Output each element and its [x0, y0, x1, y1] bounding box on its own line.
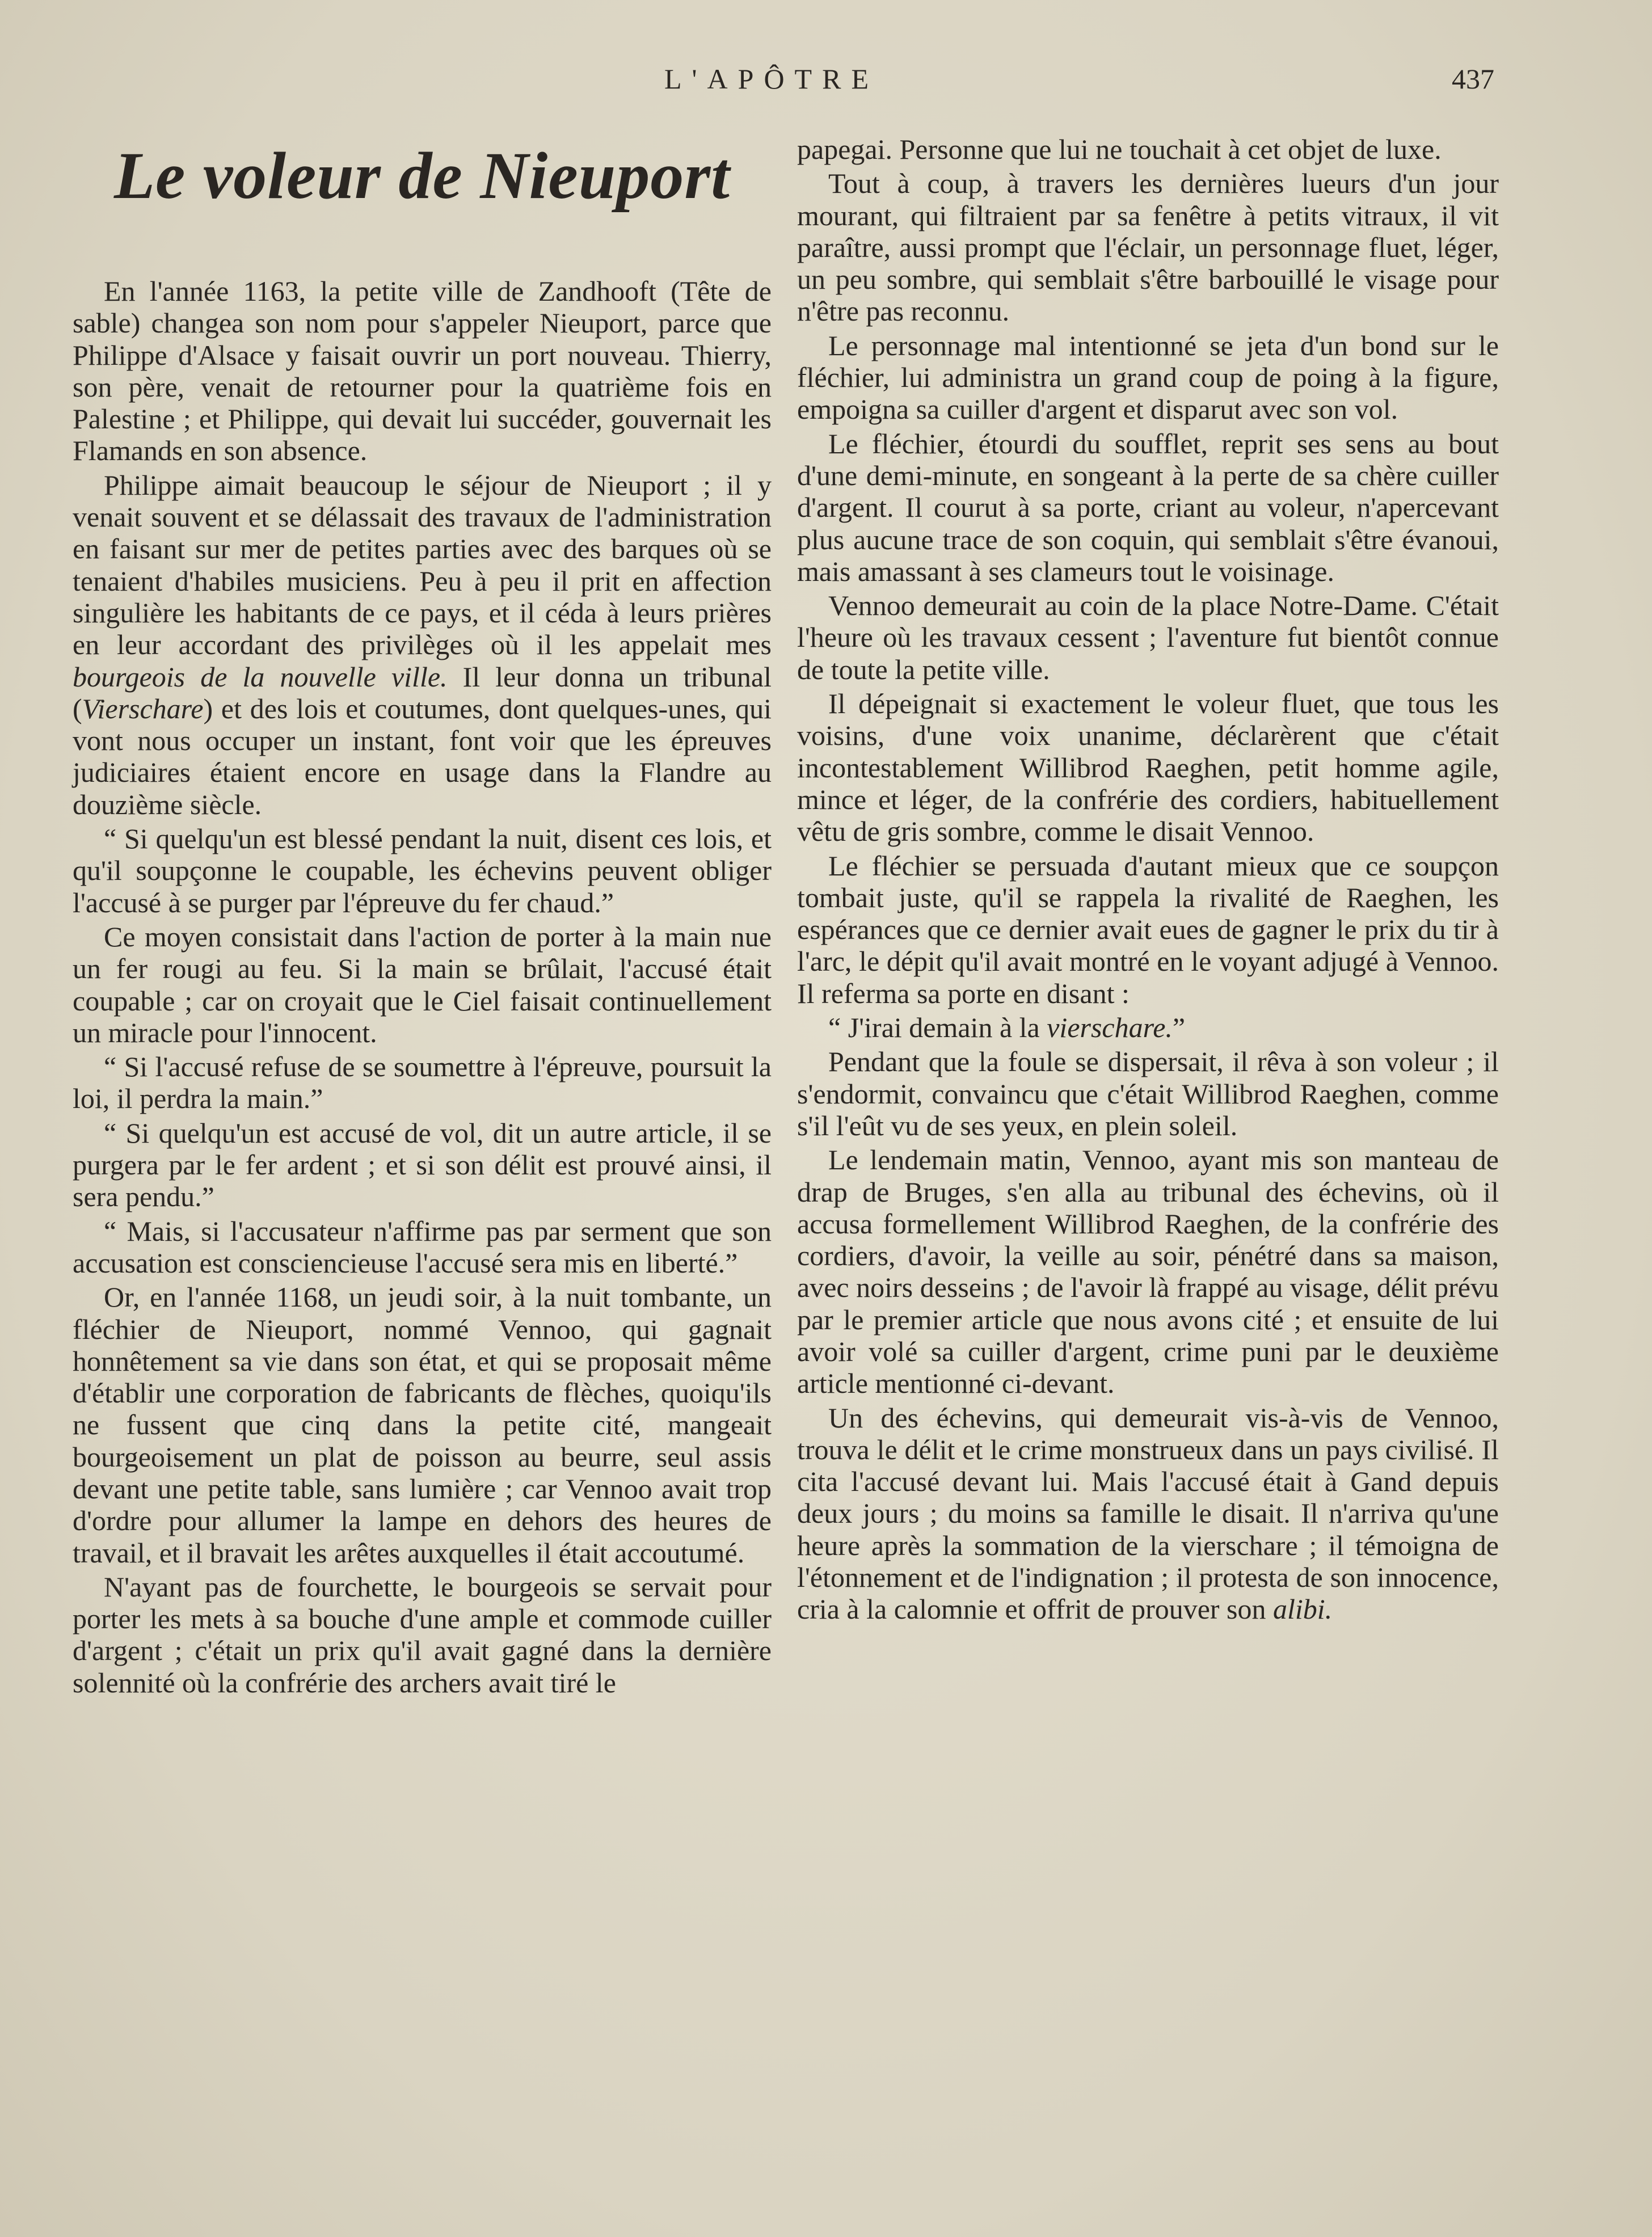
paragraph-text: ”	[1172, 1012, 1186, 1044]
paragraph: “ Si quelqu'un est blessé pendant la nuit, disent ces lois, et qu'il soupçonne le coupable, les échevins peuvent obliger l'accusé à se purger par l'épreuve du fer chaud.”	[73, 823, 772, 919]
paragraph: N'ayant pas de fourchette, le bourgeois se servait pour porter les mets à sa bouche d'une ample et commode cuiller d'argent ; c'était un prix qu'il avait gagné dans la dernière solennité où la confrérie des archers avait tiré le	[73, 1570, 772, 1699]
paragraph: Le personnage mal intentionné se jeta d'un bond sur le fléchier, lui administra un grand coup de poing à la figure, empoigna sa cuiller d'argent et disparut avec son vol.	[797, 329, 1499, 426]
right-column	[797, 133, 1499, 1628]
paragraph: Pendant que la foule se dispersait, il rêva à son voleur ; il s'endormit, convaincu que c'était Willibrod Raeghen, comme s'il l'eût vu de ses yeux, en plein soleil.	[797, 1046, 1499, 1141]
paragraph: Le fléchier se persuada d'autant mieux que ce soupçon tombait juste, qu'il se rappela la rivalité de Raeghen, les espérances que ce dernier avait eues de gagner le prix du tir à l'arc, le dépit qu'il avait montré en le voyant adjugé à Vennoo. Il referma sa porte en disant :	[797, 849, 1499, 1009]
paragraph: papegai. Personne que lui ne touchait à cet objet de luxe.	[797, 133, 1442, 165]
italic-phrase: bourgeois de la nouvelle ville.	[73, 660, 448, 693]
paragraph: Or, en l'année 1168, un jeudi soir, à la nuit tombante, un fléchier de Nieuport, nommé Vennoo, qui gagnait honnêtement sa vie dans son état, et qui se proposait même d'établir une corporation de fabricants de flèches, quoiqu'ils ne fussent que cinq dans la petite cité, mangeait bourgeoisement un plat de poisson au beurre, seul assis devant une petite table, sans lumière ; car Vennoo avait trop d'ordre pour allumer la lampe en dehors des heures de travail, et il bravait les arêtes auxquelles il était accoutumé.	[73, 1281, 772, 1569]
page-number: 437	[1452, 63, 1494, 95]
paragraph-text: Philippe aimait beaucoup le séjour de Nieuport ; il y venait souvent et se délassait des travaux de l'administration en faisant sur mer de petites parties avec des barques où se tenaient d'habiles musiciens. Peu à peu il prit en affection singulière les habitants de ce pays, et il céda à leurs prières en leur accordant des privilèges où il les appelait mes	[73, 469, 772, 661]
paragraph-text: Un des échevins, qui demeurait vis-à-vis de Vennoo, trouva le délit et le crime monstrueux dans un pays civilisé. Il cita l'accusé devant lui. Mais l'accusé était à Gand depuis deux jours ; du moins sa famille le disait. Il n'arriva qu'une heure après la sommation de la vierschare ; il témoigna de l'étonnement et de l'indignation ; il protesta de son innocence, cria à la calomnie et offrit de prouver son	[797, 1401, 1499, 1625]
paragraph: En l'année 1163, la petite ville de Zandhooft (Tête de sable) changea son nom pour s'appeler Nieuport, parce que Philippe d'Alsace y faisait ouvrir un port nouveau. Thierry, son père, venait de retourner pour la quatrième fois en Palestine ; et Philippe, qui devait lui succéder, gouvernait les Flamands en son absence.	[73, 275, 772, 467]
paragraph	[73, 469, 772, 820]
italic-phrase: Vierschare	[82, 692, 204, 724]
paragraph: Vennoo demeurait au coin de la place Notre-Dame. C'était l'heure où les travaux cessent ; l'aventure fut bientôt connue de toute la petite ville.	[797, 589, 1499, 685]
paragraph: Il dépeignait si exactement le voleur fluet, que tous les voisins, d'une voix unanime, déclarèrent que c'était incontestablement Willibrod Raeghen, petit homme agile, mince et léger, de la confrérie des cordiers, habituellement vêtu de gris sombre, comme le disait Vennoo.	[797, 688, 1499, 848]
paragraph-text: Il leur donna un tribunal (	[73, 660, 772, 724]
paragraph	[797, 1012, 1499, 1043]
running-header	[0, 57, 1652, 108]
paragraph: Tout à coup, à travers les dernières lueurs d'un jour mourant, qui filtraient par sa fenêtre à petits vitraux, il vit paraître, aussi prompt que l'éclair, un personnage fluet, léger, un peu sombre, qui semblait s'être barbouillé le visage pour n'être pas reconnu.	[797, 167, 1499, 327]
paragraph: “ Si quelqu'un est accusé de vol, dit un autre article, il se purgera par le fer ardent ; et si son délit est prouvé ainsi, il sera pendu.”	[73, 1117, 772, 1213]
running-title: L'APÔTRE	[664, 63, 879, 95]
paragraph: “ Mais, si l'accusateur n'affirme pas par serment que son accusation est consciencieuse l'accusé sera mis en liberté.”	[73, 1215, 772, 1279]
paragraph	[797, 1402, 1499, 1625]
paragraph: Le fléchier, étourdi du soufflet, reprit ses sens au bout d'une demi-minute, en songeant à la perte de sa chère cuiller d'argent. Il courut à sa porte, criant au voleur, n'apercevant plus aucune trace de son coquin, qui semblait s'être évanoui, mais amassant à ses clameurs tout le voisinage.	[797, 427, 1499, 587]
article-title: Le voleur de Nieuport	[113, 138, 731, 213]
left-column	[73, 133, 772, 1701]
italic-phrase: alibi.	[1273, 1593, 1333, 1625]
paragraph: “ Si l'accusé refuse de se soumettre à l'épreuve, poursuit la loi, il perdra la main.”	[73, 1051, 772, 1115]
paragraph-text: “ J'irai demain à la	[828, 1012, 1047, 1044]
paragraph: Ce moyen consistait dans l'action de porter à la main nue un fer rougi au feu. Si la main se brûlait, l'accusé était coupable ; car on croyait que le Ciel faisait continuellement un miracle pour l'innocent.	[73, 920, 772, 1048]
paragraph-text: ) et des lois et coutumes, dont quelques-unes, qui vont nous occuper un instant, font voir que les épreuves judiciaires étaient encore en usage dans la Flandre au douzième siècle.	[73, 692, 772, 820]
italic-phrase: vierschare.	[1047, 1012, 1173, 1044]
paragraph: Le lendemain matin, Vennoo, ayant mis son manteau de drap de Bruges, s'en alla au tribunal des échevins, où il accusa formellement Willibrod Raeghen, de la confrérie des cordiers, d'avoir, la veille au soir, pénétré dans sa maison, avec noirs desseins ; de l'avoir là frappé au visage, délit prévu par le premier article que nous avons cité ; et ensuite de lui avoir volé sa cuiller d'argent, crime puni par le deuxième article mentionné ci-devant.	[797, 1144, 1499, 1400]
